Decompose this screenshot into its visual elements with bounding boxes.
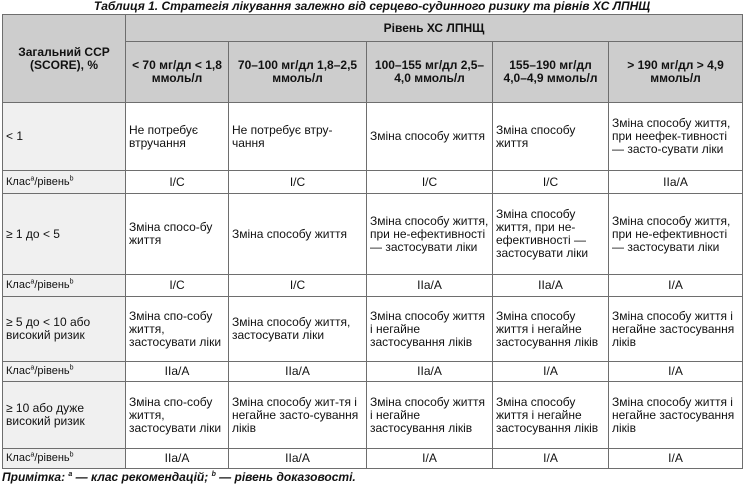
strategy-cell: Зміна способу життя — [229, 194, 367, 275]
strategy-cell: Зміна спо-собу життя, застосувати ліки — [126, 297, 229, 362]
strategy-cell: Зміна способу життя — [493, 103, 609, 171]
treatment-strategy-table — [2, 14, 743, 469]
ldl-level-5: > 190 мг/дл > 4,9 ммоль/л — [609, 42, 743, 103]
class-cell: I/C — [126, 171, 229, 194]
ldl-level-3: 100–155 мг/дл 2,5–4,0 ммоль/л — [367, 42, 493, 103]
strategy-cell: Зміна способу життя і негайне застосування ліків — [367, 297, 493, 362]
class-cell: I/A — [609, 449, 743, 469]
class-cell: I/A — [493, 362, 609, 382]
class-cell: I/A — [493, 449, 609, 469]
table-row — [3, 362, 743, 382]
class-cell: I/C — [126, 275, 229, 297]
class-cell: IIa/A — [229, 362, 367, 382]
class-level-label: Клас$^a$/рівень$^b$ — [3, 275, 126, 297]
table-row — [3, 297, 743, 362]
strategy-cell: Зміна способу життя, при неефек-тивності — засто-сувати ліки — [609, 103, 743, 171]
class-cell: I/A — [367, 449, 493, 469]
ldl-level-2: 70–100 мг/дл 1,8–2,5 ммоль/л — [229, 42, 367, 103]
class-level-label: Клас$^a$/рівень$^b$ — [3, 449, 126, 469]
strategy-cell: Зміна способу жит-тя і негайне засто-сування ліків — [229, 382, 367, 449]
table-caption: Таблиця 1. Стратегія лікування залежно від серцево-судинного ризику та рівнів ХС ЛПНЩ — [93, 0, 651, 13]
class-cell: IIa/A — [609, 171, 743, 194]
class-cell: IIa/A — [367, 275, 493, 297]
ldl-level-4: 155–190 мг/дл 4,0–4,9 ммоль/л — [493, 42, 609, 103]
strategy-cell: Зміна спосо-бу життя — [126, 194, 229, 275]
class-cell: IIa/A — [367, 362, 493, 382]
table-row — [3, 275, 743, 297]
class-level-label: Клас$^a$/рівень$^b$ — [3, 362, 126, 382]
strategy-cell: Зміна способу життя — [367, 103, 493, 171]
strategy-cell: Зміна способу життя і негайне застосування ліків — [609, 297, 743, 362]
strategy-cell: Зміна способу життя, при не-ефективності — застосувати ліки — [367, 194, 493, 275]
strategy-cell: Зміна способу життя, застосувати ліки — [229, 297, 367, 362]
ldl-level-header: Рівень ХС ЛПНЩ — [126, 15, 743, 42]
strategy-cell: Зміна способу життя і негайне застосування ліків — [609, 382, 743, 449]
table-footnote: Примітка: $^a$ — клас рекомендацій; $^b$ — рівень доказовості. — [2, 470, 356, 484]
strategy-cell: Не потребує втручання — [126, 103, 229, 171]
strategy-cell: Зміна способу життя і негайне застосування ліків — [367, 382, 493, 449]
risk-level-cell: ≥ 10 або дуже високий ризик — [3, 382, 126, 449]
class-cell: IIa/A — [493, 275, 609, 297]
table-row — [3, 194, 743, 275]
table-row — [3, 103, 743, 171]
class-cell: I/A — [609, 275, 743, 297]
table-row — [3, 382, 743, 449]
class-cell: IIa/A — [126, 449, 229, 469]
risk-level-cell: < 1 — [3, 103, 126, 171]
risk-level-cell: ≥ 5 до < 10 або високий ризик — [3, 297, 126, 362]
class-cell: I/A — [609, 362, 743, 382]
risk-column-header: Загальний ССР (SCORE), % — [3, 15, 126, 103]
strategy-cell: Зміна способу життя, при не-ефективності — застосувати ліки — [493, 194, 609, 275]
strategy-cell: Зміна способу життя і негайне застосування ліків — [493, 297, 609, 362]
class-level-label: Клас$^a$/рівень$^b$ — [3, 171, 126, 194]
strategy-cell: Зміна способу життя і негайне застосування ліків — [493, 382, 609, 449]
strategy-cell: Зміна спо-собу життя, застосувати ліки — [126, 382, 229, 449]
risk-level-cell: ≥ 1 до < 5 — [3, 194, 126, 275]
class-cell: I/C — [229, 275, 367, 297]
class-cell: I/C — [229, 171, 367, 194]
class-cell: IIa/A — [229, 449, 367, 469]
ldl-level-1: < 70 мг/дл < 1,8 ммоль/л — [126, 42, 229, 103]
class-cell: I/C — [493, 171, 609, 194]
strategy-cell: Не потребує втру-чання — [229, 103, 367, 171]
class-cell: I/C — [367, 171, 493, 194]
class-cell: IIa/A — [126, 362, 229, 382]
strategy-cell: Зміна способу життя, при не-ефективності — застосувати ліки — [609, 194, 743, 275]
table-row — [3, 171, 743, 194]
table-row — [3, 449, 743, 469]
